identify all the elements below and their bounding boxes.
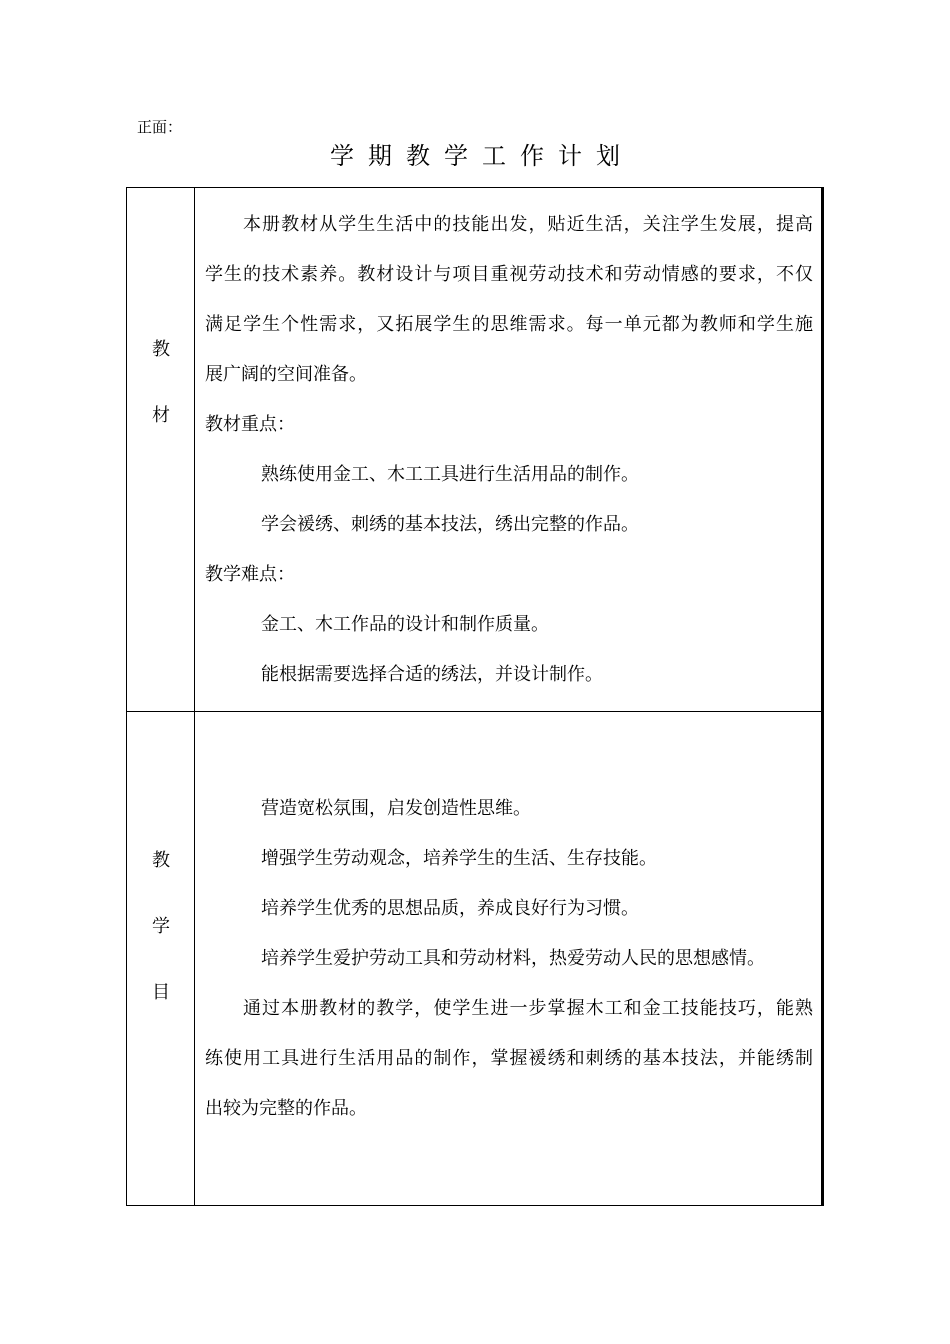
- materials-label-char: 材: [152, 405, 170, 426]
- plan-table: [126, 187, 824, 1206]
- key-point-item: 熟练使用金工、木工工具进行生活用品的制作。: [261, 464, 639, 485]
- goals-summary-line: 通过本册教材的教学，使学生进一步掌握木工和金工技能技巧，能熟: [243, 998, 813, 1019]
- key-points-heading: 教材重点：: [205, 414, 295, 435]
- difficulty-item: 金工、木工作品的设计和制作质量。: [261, 614, 549, 635]
- goals-content-cell: [195, 712, 821, 1205]
- materials-intro-line: 学生的技术素养。教材设计与项目重视劳动技术和劳动情感的要求，不仅: [205, 264, 813, 285]
- goals-label-char: 目: [152, 982, 170, 1003]
- goal-item: 培养学生爱护劳动工具和劳动材料，热爱劳动人民的思想感情。: [261, 948, 765, 969]
- page-side-label: 正面：: [137, 118, 183, 136]
- goal-item: 增强学生劳动观念，培养学生的生活、生存技能。: [261, 848, 657, 869]
- goals-row: [127, 712, 821, 1205]
- materials-content-cell: [195, 188, 821, 711]
- materials-label-char: 教: [152, 339, 170, 360]
- difficulties-heading: 教学难点：: [205, 564, 295, 585]
- goals-label-char: 学: [152, 916, 170, 937]
- goals-label-cell: [127, 712, 195, 1205]
- key-point-item: 学会褑绣、刺绣的基本技法，绣出完整的作品。: [261, 514, 639, 535]
- goal-item: 培养学生优秀的思想品质，养成良好行为习惯。: [261, 898, 639, 919]
- goals-summary-line: 练使用工具进行生活用品的制作，掌握褑绣和刺绣的基本技法，并能绣制: [205, 1048, 813, 1069]
- materials-intro-line: 展广阔的空间准备。: [205, 364, 367, 385]
- materials-intro-line: 满足学生个性需求，又拓展学生的思维需求。每一单元都为教师和学生施: [205, 314, 813, 335]
- difficulty-item: 能根据需要选择合适的绣法，并设计制作。: [261, 664, 603, 685]
- goals-summary-line: 出较为完整的作品。: [205, 1098, 367, 1119]
- document-title: 学期教学工作计划: [330, 142, 634, 170]
- goals-label-char: 教: [152, 850, 170, 871]
- materials-intro-line: 本册教材从学生生活中的技能出发，贴近生活，关注学生发展，提高: [243, 214, 813, 235]
- goal-item: 营造宽松氛围，启发创造性思维。: [261, 798, 531, 819]
- materials-row: [127, 188, 821, 712]
- materials-label-cell: [127, 188, 195, 711]
